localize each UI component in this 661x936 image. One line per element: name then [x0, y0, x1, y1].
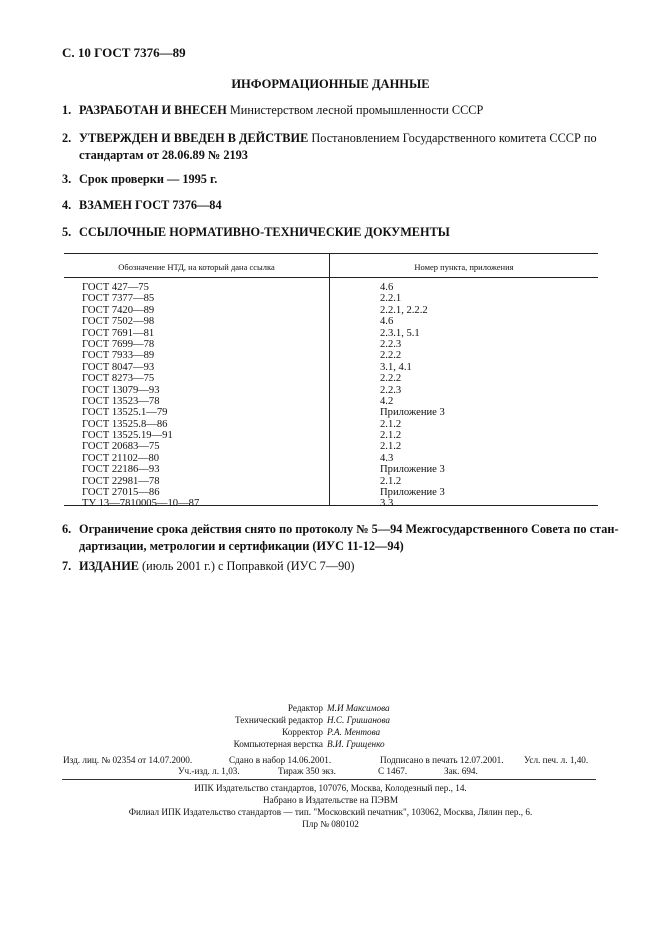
credit-corrector-name	[327, 727, 380, 737]
credit-tech-editor-name	[327, 715, 390, 725]
imprint-code: С 1467.	[378, 766, 408, 776]
item-bold-text: ИЗДАНИЕ	[79, 559, 139, 573]
table-cell-clause: 2.1.2	[380, 430, 402, 442]
publisher-line-2: Набрано в Издательстве на ПЭВМ	[262, 795, 399, 805]
table-cell-clause: 4.6	[380, 282, 394, 293]
table-cell-ntd: ГОСТ 13079—93	[82, 384, 160, 396]
table-cell-ntd: ГОСТ 7691—81	[82, 327, 155, 339]
item-number: 6.	[62, 522, 72, 536]
list-item-2	[62, 130, 597, 162]
item-number: 7.	[62, 559, 72, 573]
item-continuation: стандартам от 28.06.89 № 2193	[79, 148, 248, 162]
table-top-rule	[64, 253, 598, 254]
table-cell-clause: 2.2.3	[380, 384, 402, 396]
table-cell-clause: 2.2.1, 2.2.2	[380, 304, 428, 316]
item-bold-text: Срок проверки — 1995 г.	[79, 172, 218, 186]
table-header-col1: Обозначение НТД, на который дана ссылка	[118, 262, 275, 272]
table-cell-clause: Приложение 3	[380, 464, 445, 476]
credit-name: В.И. Грищенко	[327, 739, 385, 749]
item-bold-text: РАЗРАБОТАН И ВНЕСЕН	[79, 103, 227, 117]
page-header: С. 10 ГОСТ 7376—89	[62, 45, 186, 60]
item-number: 4.	[62, 198, 72, 212]
table-cell-clause: Приложение 3	[380, 487, 445, 499]
table-cell-ntd: ГОСТ 21102—80	[82, 452, 160, 464]
table-cell-ntd: ГОСТ 13523—78	[82, 395, 160, 407]
table-cell-clause: 2.2.1	[380, 293, 402, 305]
table-cell-clause: 2.3.1, 5.1	[380, 327, 420, 339]
imprint-run: Тираж 350 экз.	[278, 766, 336, 776]
credit-layout	[234, 739, 323, 749]
item-bold-text: ССЫЛОЧНЫЕ НОРМАТИВНО-ТЕХНИЧЕСКИЕ ДОКУМЕНТЫ	[79, 225, 450, 239]
credit-layout-name	[327, 739, 385, 749]
table-cell-ntd: ГОСТ 427—75	[82, 282, 149, 293]
table-cell-ntd: ГОСТ 7420—89	[82, 304, 155, 316]
table-cell-clause: 4.3	[380, 452, 394, 464]
list-item-5	[62, 224, 450, 241]
table-cell-clause: 4.6	[380, 316, 394, 328]
imprint-license: Изд. лиц. № 02354 от 14.07.2000.	[63, 755, 193, 765]
table-cell-ntd: ГОСТ 13525.19—91	[82, 430, 173, 442]
table-header-col2: Номер пункта, приложения	[414, 262, 514, 272]
credit-name: Н.С. Гришанова	[327, 715, 391, 725]
table-cell-clause: 3.1, 4.1	[380, 361, 412, 373]
imprint-order: Зак. 694.	[444, 766, 478, 776]
table-cell-ntd: ГОСТ 7377—85	[82, 293, 155, 305]
credit-label: Корректор	[282, 727, 323, 737]
list-item-4	[62, 197, 222, 214]
table-cell-ntd: ГОСТ 7933—89	[82, 350, 155, 362]
table-cell-ntd: ГОСТ 7699—78	[82, 338, 155, 350]
table-column-divider	[329, 253, 330, 506]
item-bold-text: ВЗАМЕН ГОСТ 7376—84	[79, 198, 222, 212]
item-number: 2.	[62, 131, 72, 145]
item-continuation: дартизации, метрологии и сертификации (ИУС 11-12—94)	[79, 539, 404, 553]
table-cell-ntd: ГОСТ 20683—75	[82, 441, 160, 453]
imprint-print-date: Подписано в печать 12.07.2001.	[380, 755, 504, 765]
table-cell-ntd: ГОСТ 22981—78	[82, 475, 160, 487]
publisher-line-4: Плр № 080102	[302, 819, 359, 829]
credit-editor	[288, 703, 323, 713]
item-bold-text: УТВЕРЖДЕН И ВВЕДЕН В ДЕЙСТВИЕ	[79, 131, 309, 145]
item-number: 3.	[62, 172, 72, 186]
publisher-line-1: ИПК Издательство стандартов, 107076, Москва, Колодезный пер., 14.	[194, 783, 467, 793]
table-cell-ntd: ГОСТ 27015—86	[82, 487, 160, 499]
item-text: Постановлением Государственного комитета СССР по	[308, 131, 597, 145]
list-item-1	[62, 102, 483, 119]
table-cell-clause: Приложение 3	[380, 407, 445, 419]
credit-label: Компьютерная верстка	[233, 739, 323, 749]
list-item-3	[62, 171, 217, 188]
item-bold-text: Ограничение срока действия снято по протоколу № 5—94 Межгосударственного Совета по стан-	[79, 522, 619, 536]
table-cell-clause: 2.2.2	[380, 350, 402, 362]
table-cell-ntd: ГОСТ 22186—93	[82, 464, 160, 476]
table-cell-clause: 2.2.3	[380, 338, 402, 350]
imprint-divider	[62, 779, 596, 780]
table-cell-clause: 4.2	[380, 395, 394, 407]
item-text: (июль 2001 г.) с Поправкой (ИУС 7—90)	[138, 559, 355, 573]
credit-editor-name	[327, 703, 390, 713]
credit-label: Технический редактор	[235, 715, 323, 725]
credit-label: Редактор	[287, 703, 323, 713]
table-cell-ntd: ГОСТ 13525.8—86	[82, 418, 168, 430]
imprint-pub-sheets: Уч.-изд. л. 1,03.	[178, 766, 240, 776]
publisher-line-3: Филиал ИПК Издательство стандартов — тип. "Московский печатник", 103062, Москва, Лялин пер., 6.	[128, 807, 533, 817]
table-header-rule	[64, 277, 598, 278]
table-cell-clause: 2.1.2	[380, 475, 402, 487]
list-item-6	[62, 521, 619, 553]
table-cell-clause: 3.3	[380, 498, 394, 510]
table-cell-ntd: ГОСТ 8273—75	[82, 373, 155, 385]
list-item-7	[62, 558, 355, 575]
credit-name: Р.А. Ментова	[327, 727, 381, 737]
table-col2-cells	[380, 282, 445, 510]
table-cell-ntd: ГОСТ 8047—93	[82, 361, 155, 373]
table-col1-cells	[82, 282, 199, 510]
item-text: Министерством лесной промышленности СССР	[226, 103, 484, 117]
credit-tech-editor	[235, 715, 323, 725]
table-cell-ntd: ГОСТ 7502—98	[82, 316, 155, 328]
section-title: ИНФОРМАЦИОННЫЕ ДАННЫЕ	[231, 77, 430, 91]
table-cell-ntd: ГОСТ 13525.1—79	[82, 407, 168, 419]
credit-name: М.И Максимова	[327, 703, 390, 713]
table-cell-clause: 2.1.2	[380, 441, 402, 453]
item-number: 1.	[62, 103, 72, 117]
table-cell-ntd: ТУ 13—7810005—10—87	[82, 498, 200, 510]
credit-corrector	[282, 727, 323, 737]
table-cell-clause: 2.1.2	[380, 418, 402, 430]
imprint-print-sheets: Усл. печ. л. 1,40.	[524, 755, 589, 765]
imprint-typeset-date: Сдано в набор 14.06.2001.	[229, 755, 332, 765]
table-cell-clause: 2.2.2	[380, 373, 402, 385]
item-number: 5.	[62, 225, 72, 239]
